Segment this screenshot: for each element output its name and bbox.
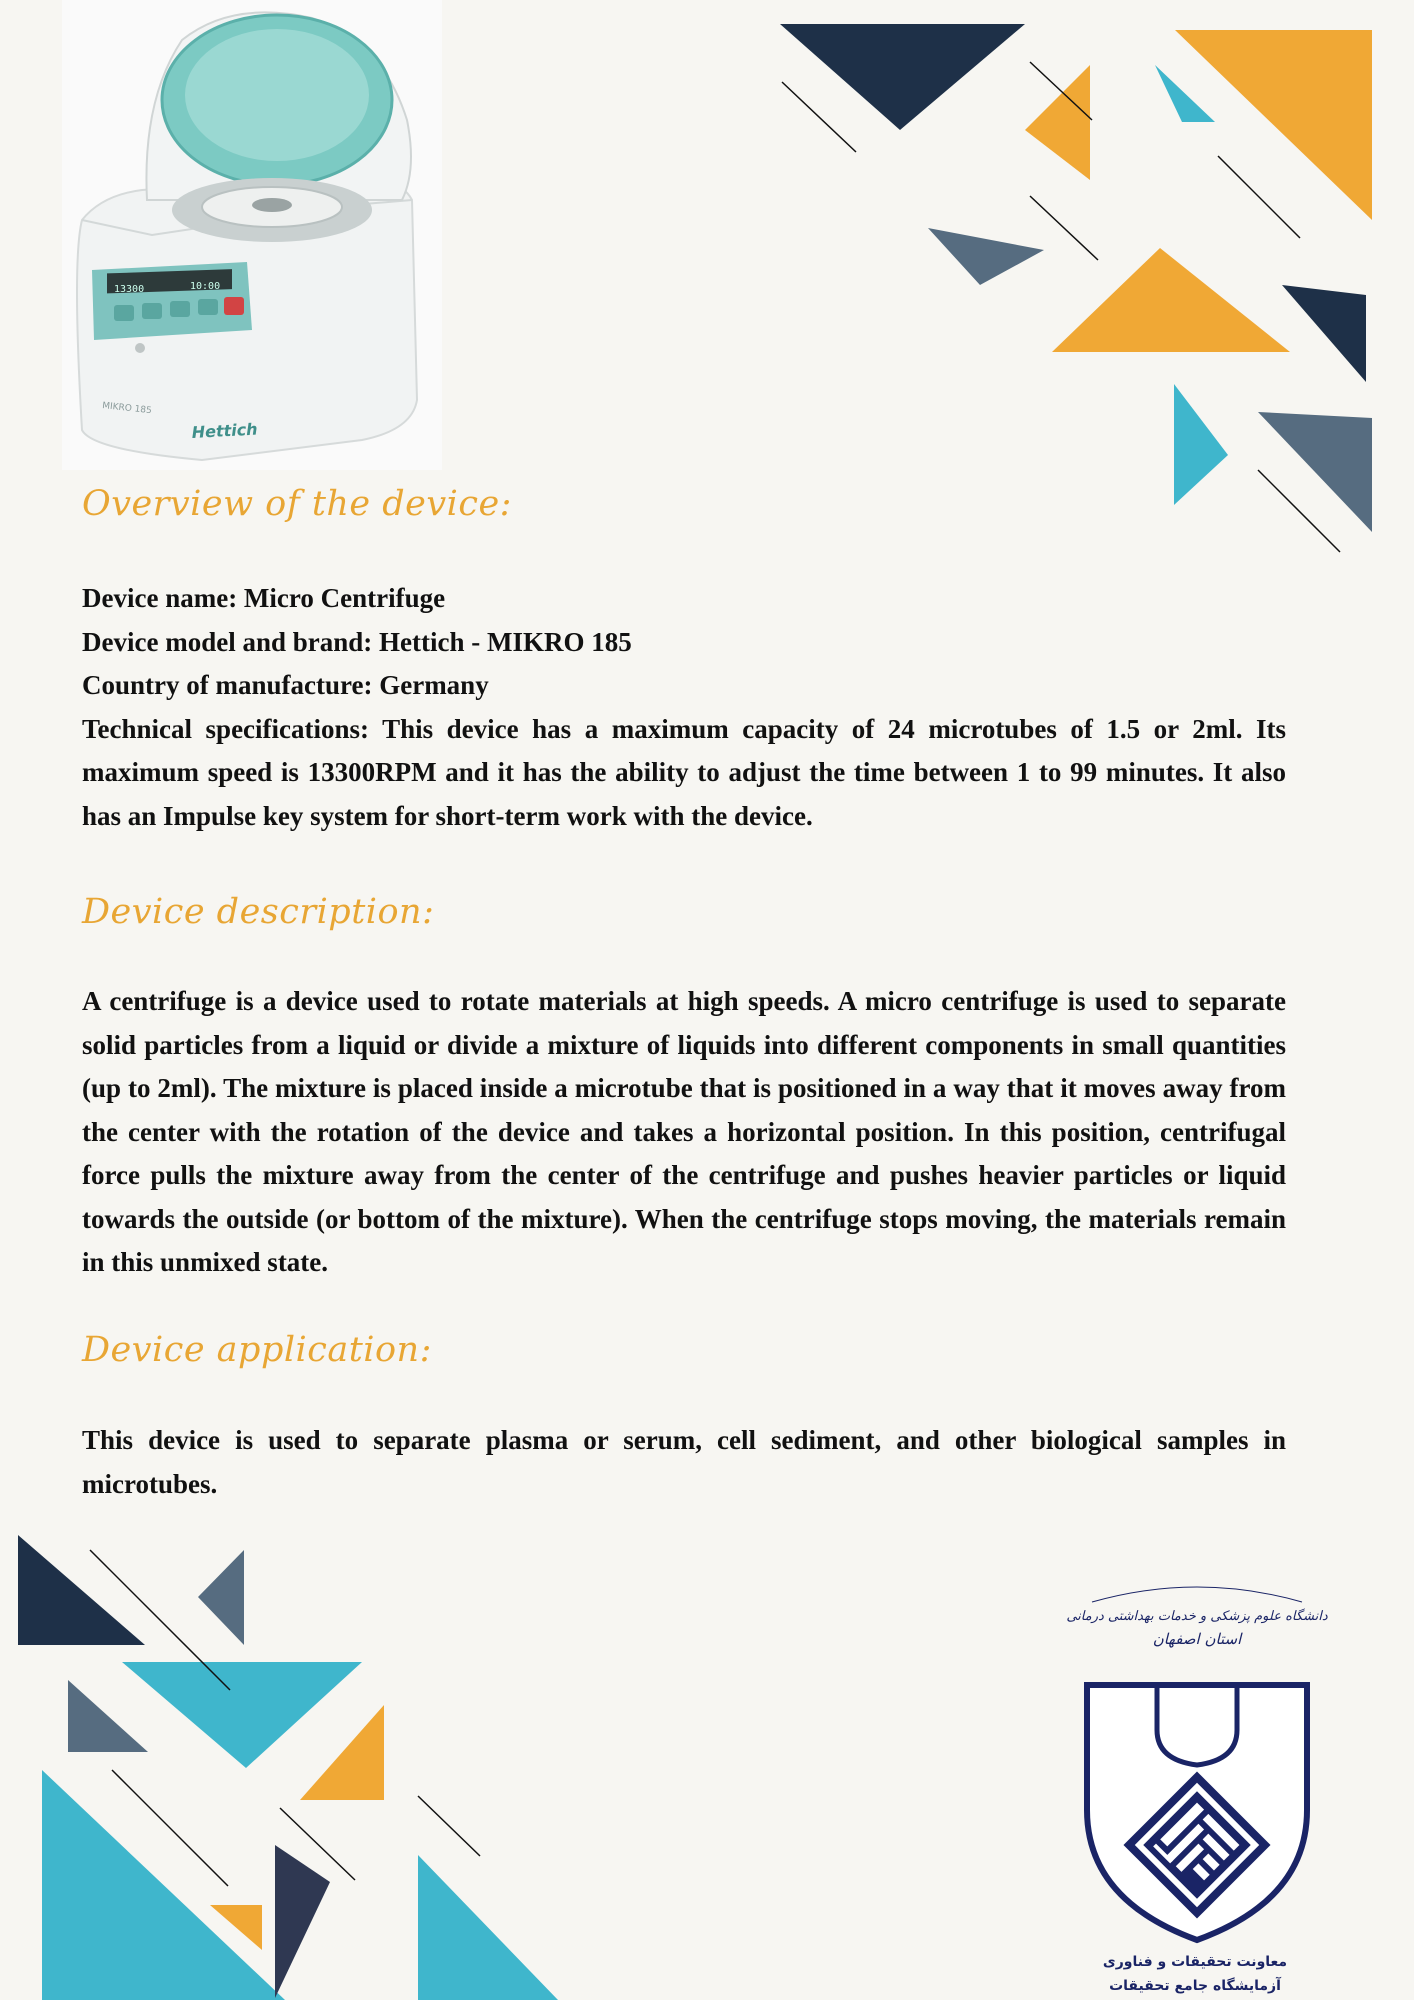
deco-line bbox=[782, 82, 856, 152]
device-model-line: Device model and brand: Hettich - MIKRO 185 bbox=[82, 626, 632, 657]
deco-triangle bbox=[68, 1680, 148, 1752]
deco-triangle bbox=[42, 1770, 285, 2000]
deco-triangle bbox=[1155, 65, 1215, 122]
application-heading: Device application: bbox=[82, 1330, 432, 1370]
deco-triangle bbox=[122, 1662, 362, 1768]
device-model-mark: MIKRO 185 bbox=[101, 401, 153, 417]
logo-arc-text-2: استان اصفهان bbox=[1152, 1630, 1242, 1648]
logo-line-1: معاونت تحقیقات و فناوری bbox=[1102, 1954, 1288, 1970]
deco-line bbox=[1218, 156, 1300, 238]
deco-triangle bbox=[1282, 285, 1366, 382]
deco-triangle bbox=[1175, 30, 1372, 220]
device-specs-paragraph: Technical specifications: This device has a maximum capacity of 24 microtubes of 1.5 or 2ml. Its maximum speed is 13300RPM and it has the ability to adjust the time between 1 to 99 minutes. It also has an Impulse key system for short-term work with the device. bbox=[82, 713, 1286, 831]
deco-triangle bbox=[300, 1705, 384, 1800]
deco-triangle bbox=[1174, 384, 1228, 505]
deco-triangle bbox=[1052, 248, 1290, 352]
device-display-right: 10:00 bbox=[190, 281, 221, 292]
device-name-line: Device name: Micro Centrifuge bbox=[82, 583, 446, 613]
application-paragraph: This device is used to separate plasma or serum, cell sediment, and other biological samples in microtubes. bbox=[82, 1425, 1286, 1499]
logo-line-2: آزمایشگاه جامع تحقیقات bbox=[1109, 1978, 1281, 1994]
deco-triangle bbox=[18, 1535, 145, 1645]
logo-arc-text: دانشگاه علوم پزشکی و خدمات بهداشتی درمانی bbox=[1066, 1609, 1328, 1624]
description-heading: Device description: bbox=[82, 892, 435, 932]
deco-line bbox=[418, 1796, 480, 1856]
deco-triangle bbox=[275, 1845, 330, 1998]
device-photo bbox=[62, 0, 442, 470]
overview-body bbox=[82, 577, 1286, 838]
device-display-left: 13300 bbox=[114, 284, 145, 295]
university-logo bbox=[1062, 1580, 1332, 2000]
overview-heading: Overview of the device: bbox=[82, 484, 512, 524]
deco-triangle bbox=[418, 1855, 558, 2000]
deco-triangle bbox=[928, 228, 1044, 285]
description-body bbox=[82, 980, 1286, 1285]
deco-triangle bbox=[1258, 412, 1372, 532]
deco-triangle bbox=[1025, 65, 1090, 180]
device-country-line: Country of manufacture: Germany bbox=[82, 670, 489, 700]
description-paragraph: A centrifuge is a device used to rotate materials at high speeds. A micro centrifuge is used to separate solid particles from a liquid or divide a mixture of liquids into different components in small quantities (up to 2ml). The mixture is placed inside a microtube that is positioned in a way that it moves away from the center with the rotation of the device and takes a horizontal position. In this position, centrifugal force pulls the mixture away from the center of the centrifuge and pushes heavier particles or liquid towards the outside (or bottom of the mixture). When the centrifuge stops moving, the materials remain in this unmixed state. bbox=[82, 986, 1286, 1277]
application-body bbox=[82, 1419, 1286, 1506]
deco-triangle bbox=[198, 1550, 244, 1645]
device-brand-mark: Hettich bbox=[191, 419, 259, 442]
